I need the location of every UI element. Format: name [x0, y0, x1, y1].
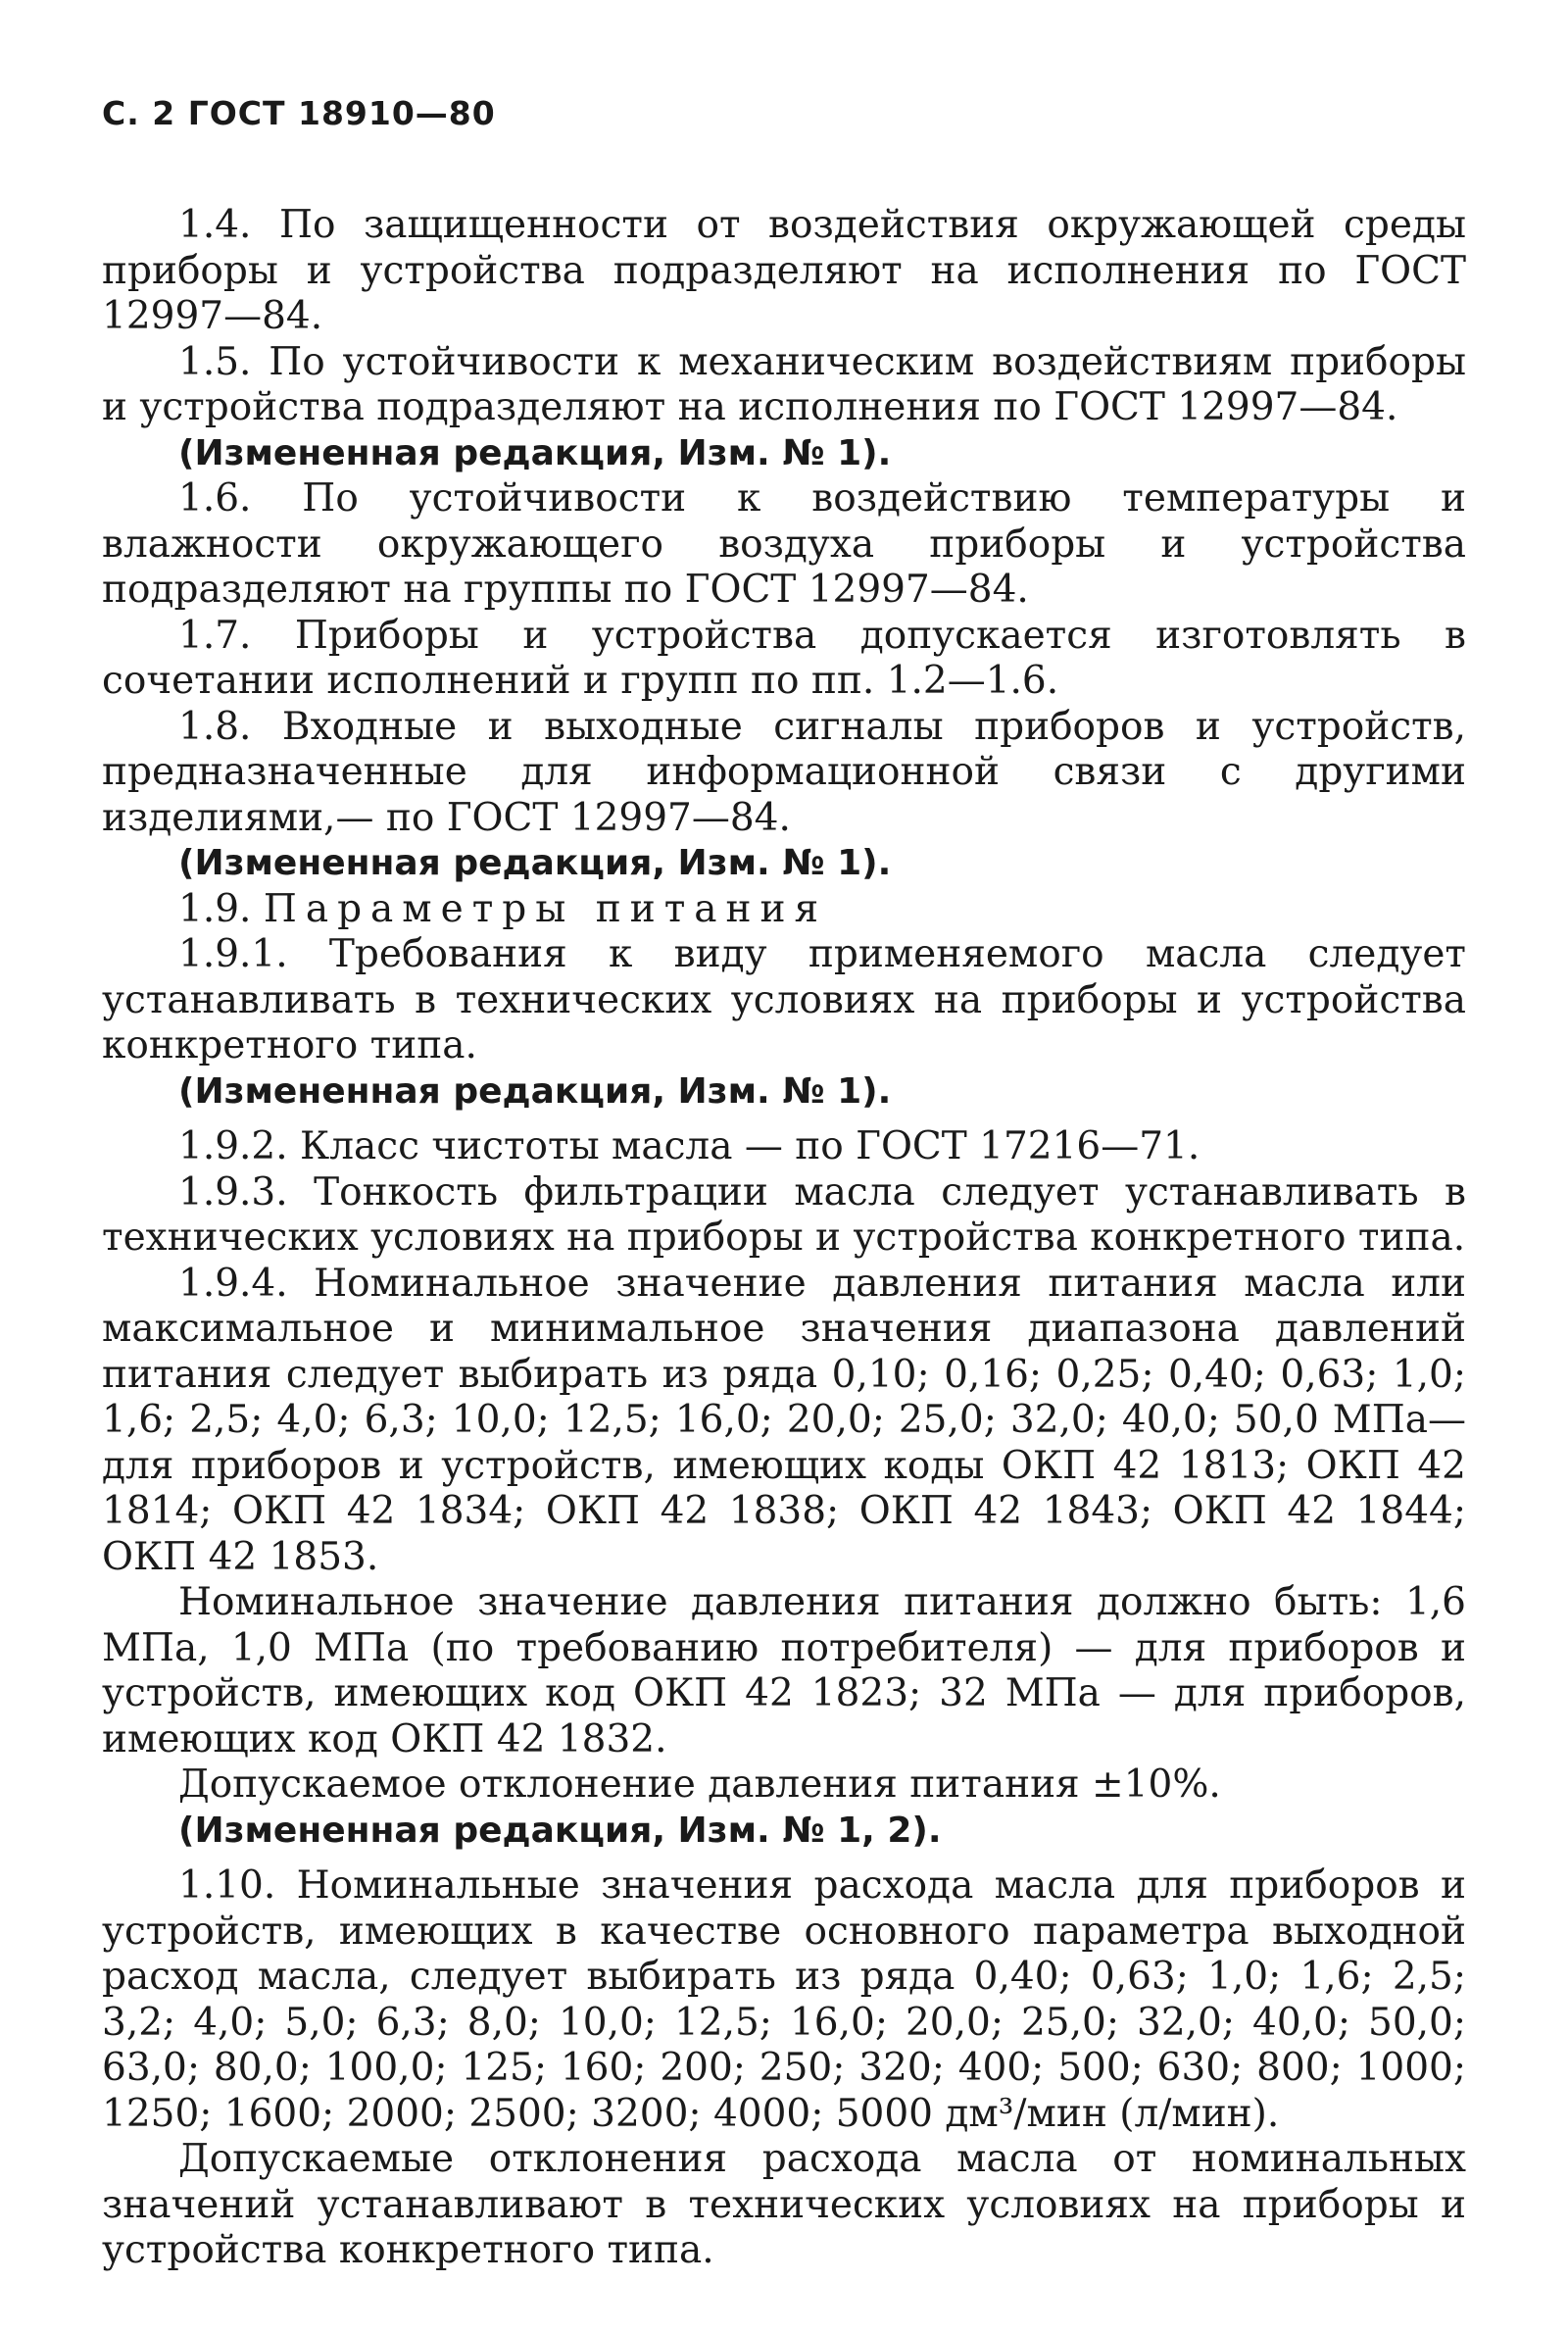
- document-body: [102, 203, 1466, 2274]
- clause-1-9-heading: [102, 887, 1466, 933]
- clause-1-6: 1.6. По устойчивости к воздействию температуры и влажности окружающего воздуха приборы и устройства подразделяют на группы по ГОСТ 12997—84.: [102, 476, 1466, 612]
- pressure-tolerance-paragraph: Допускаемое отклонение давления питания ±10%.: [178, 1762, 1221, 1807]
- amendment-note: (Измененная редакция, Изм. № 1, 2).: [178, 1810, 942, 1851]
- nominal-pressure-paragraph: Номинальное значение давления питания должно быть: 1,6 МПа, 1,0 МПа (по требованию потребителя) — для приборов и устройств, имеющих код ОКП 42 1823; 32 МПа — для приборов, имеющих код ОКП 42 1832.: [102, 1580, 1466, 1761]
- amendment-note: (Измененная редакция, Изм. № 1).: [178, 1070, 892, 1112]
- clause-1-9-1: 1.9.1. Требования к виду применяемого масла следует устанавливать в технических условиях на приборы и устройства конкретного типа.: [102, 932, 1466, 1067]
- flow-tolerance-paragraph: Допускаемые отклонения расхода масла от номинальных значений устанавливают в технических условиях на приборы и устройства конкретного типа.: [102, 2137, 1466, 2272]
- clause-1-8: 1.8. Входные и выходные сигналы приборов и устройств, предназначенные для информационной связи с другими изделиями,— по ГОСТ 12997—84.: [102, 704, 1466, 840]
- clause-1-9-2: 1.9.2. Класс чистоты масла — по ГОСТ 17216—71.: [178, 1124, 1200, 1168]
- amendment-note: (Измененная редакция, Изм. № 1).: [178, 843, 892, 883]
- clause-1-5: 1.5. По устойчивости к механическим воздействиям приборы и устройства подразделяют на исполнения по ГОСТ 12997—84.: [102, 339, 1466, 429]
- page-header: С. 2 ГОСТ 18910—80: [102, 94, 496, 132]
- clause-1-9-3: 1.9.3. Тонкость фильтрации масла следует устанавливать в технических условиях на приборы и устройства конкретного типа.: [102, 1169, 1466, 1260]
- clause-1-9-4: 1.9.4. Номинальное значение давления питания масла или максимальное и минимальное значения диапазона давлений питания следует выбирать из ряда 0,10; 0,16; 0,25; 0,40; 0,63; 1,0; 1,6; 2,5; 4,0; 6,3; 10,0; 12,5; 16,0; 20,0; 25,0; 32,0; 40,0; 50,0 МПа—для приборов и устройств, имеющих коды ОКП 42 1813; ОКП 42 1814; ОКП 42 1834; ОКП 42 1838; ОКП 42 1843; ОКП 42 1844; ОКП 42 1853.: [102, 1261, 1466, 1579]
- clause-number: 1.9.: [178, 886, 252, 931]
- clause-1-7: 1.7. Приборы и устройства допускается изготовлять в сочетании исполнений и групп по пп. 1.2—1.6.: [102, 613, 1466, 703]
- clause-1-10: 1.10. Номинальные значения расхода масла для приборов и устройств, имеющих в качестве основного параметра выходной расход масла, следует выбирать из ряда 0,40; 0,63; 1,0; 1,6; 2,5; 3,2; 4,0; 5,0; 6,3; 8,0; 10,0; 12,5; 16,0; 20,0; 25,0; 32,0; 40,0; 50,0; 63,0; 80,0; 100,0; 125; 160; 200; 250; 320; 400; 500; 630; 800; 1000; 1250; 1600; 2000; 2500; 3200; 4000; 5000 дм³/мин (л/мин).: [102, 1863, 1466, 2136]
- clause-1-4: 1.4. По защищенности от воздействия окружающей среды приборы и устройства подразделяют на исполнения по ГОСТ 12997—84.: [102, 203, 1466, 338]
- amendment-note: (Измененная редакция, Изм. № 1).: [178, 432, 892, 473]
- section-title: Параметры питания: [263, 886, 828, 931]
